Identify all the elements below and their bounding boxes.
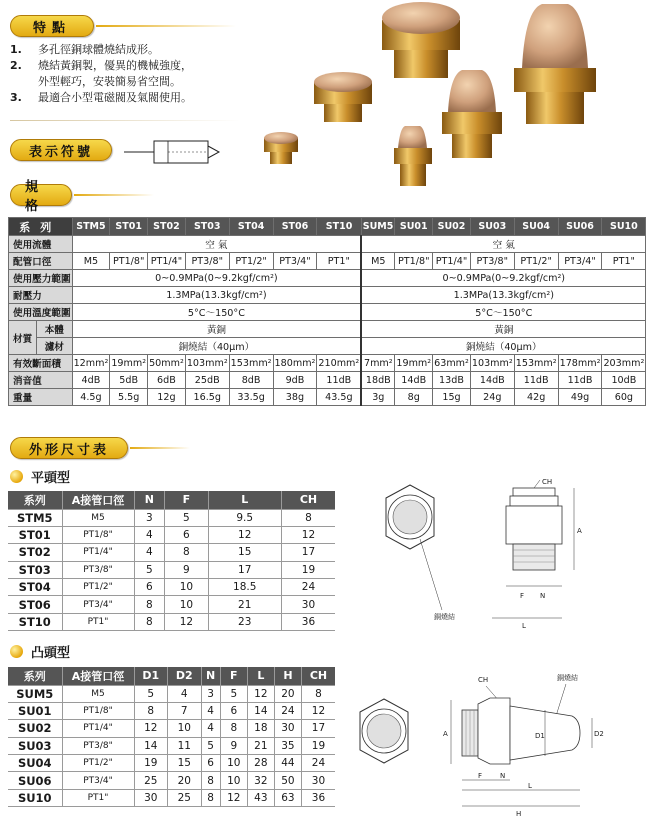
model-cell: SU02 xyxy=(8,720,62,737)
dim-cell: 12 xyxy=(134,720,168,737)
model-header: SU01 xyxy=(395,218,433,236)
cell-value: 1.3MPa(13.3kgf/cm²) xyxy=(72,287,361,304)
spec-row-fluid xyxy=(9,236,646,253)
row-sublabel: 本體 xyxy=(37,321,73,338)
col-header: D1 xyxy=(134,667,168,685)
model-cell: ST04 xyxy=(8,579,62,596)
feature-item xyxy=(10,90,192,106)
model-header: SU02 xyxy=(433,218,471,236)
dim-cell: 9 xyxy=(165,561,208,578)
port-cell: PT1/4" xyxy=(62,544,134,561)
cell-value: 0~0.9MPa(0~9.2kgf/cm²) xyxy=(361,270,646,287)
cell-value: PT1/8" xyxy=(395,253,433,270)
cell-value: 黃銅 xyxy=(361,321,646,338)
cell-value: 19mm² xyxy=(110,355,148,372)
model-cell: SU01 xyxy=(8,702,62,719)
dim-cell: 14 xyxy=(247,702,274,719)
model-header: ST04 xyxy=(229,218,273,236)
dim-cell: 12 xyxy=(208,526,281,543)
dim-cell: 44 xyxy=(274,755,301,772)
dims-title: 外形尺寸表 xyxy=(10,437,128,459)
dim-cell: 8 xyxy=(281,509,335,526)
spec-row-noise xyxy=(9,372,646,389)
cell-value: M5 xyxy=(72,253,110,270)
silencer-su-medium xyxy=(442,70,502,158)
convex-row xyxy=(8,772,335,789)
model-header: SU04 xyxy=(514,218,558,236)
n-label: N xyxy=(540,592,546,600)
dim-cell: 5 xyxy=(134,685,168,702)
row-label: 耐壓力 xyxy=(9,287,73,304)
model-cell: ST10 xyxy=(8,613,62,630)
silencer-symbol-icon xyxy=(124,137,224,167)
dim-cell: 8 xyxy=(201,772,220,789)
header-rule xyxy=(74,194,154,196)
flat-row xyxy=(8,544,335,561)
dim-cell: 43 xyxy=(247,789,274,806)
cell-value: 38g xyxy=(273,389,317,406)
cell-value: PT1" xyxy=(602,253,646,270)
dim-cell: 5 xyxy=(201,737,220,754)
cell-value: 3g xyxy=(361,389,395,406)
dim-cell: 24 xyxy=(274,702,301,719)
convex-row xyxy=(8,737,335,754)
cell-value: 6dB xyxy=(148,372,186,389)
cell-value: 5dB xyxy=(110,372,148,389)
model-cell: ST01 xyxy=(8,526,62,543)
dims-header xyxy=(10,436,190,460)
cell-value: 銅燒結（40μm） xyxy=(361,338,646,355)
dim-cell: 12 xyxy=(247,685,274,702)
spec-row-material-element xyxy=(9,338,646,355)
cell-value: 10dB xyxy=(602,372,646,389)
symbol-header xyxy=(10,138,112,162)
dim-cell: 4 xyxy=(201,720,220,737)
feature-text: 多孔徑銅球體燒結成形。 xyxy=(38,43,159,56)
a-label: A xyxy=(443,730,448,738)
row-label: 使用壓力範圍 xyxy=(9,270,73,287)
dim-cell: 17 xyxy=(208,561,281,578)
cell-value: 5.5g xyxy=(110,389,148,406)
cell-value: 8g xyxy=(395,389,433,406)
feature-list xyxy=(10,42,192,106)
dim-cell: 19 xyxy=(301,737,335,754)
a-label: A xyxy=(577,527,582,535)
model-cell: SUM5 xyxy=(8,685,62,702)
dim-cell: 8 xyxy=(301,685,335,702)
port-cell: PT1/8" xyxy=(62,702,134,719)
feature-text: 最適合小型電磁閥及氣閥使用。 xyxy=(38,91,192,104)
cell-value: 49g xyxy=(558,389,602,406)
col-header: A接管口徑 xyxy=(62,491,134,509)
dim-cell: 4 xyxy=(168,685,202,702)
row-label: 材質 xyxy=(9,321,37,355)
flat-type-table xyxy=(8,491,335,631)
cell-value: 1.3MPa(13.3kgf/cm²) xyxy=(361,287,646,304)
cell-value: PT3/4" xyxy=(273,253,317,270)
dim-cell: 24 xyxy=(301,755,335,772)
cell-value: 33.5g xyxy=(229,389,273,406)
cell-value: PT3/8" xyxy=(470,253,514,270)
cell-value: 19mm² xyxy=(395,355,433,372)
flat-row xyxy=(8,596,335,613)
port-cell: M5 xyxy=(62,509,134,526)
cell-value: 42g xyxy=(514,389,558,406)
cell-value: 16.5g xyxy=(185,389,229,406)
model-cell: ST06 xyxy=(8,596,62,613)
symbol-title: 表示符號 xyxy=(10,139,112,161)
dim-cell: 3 xyxy=(201,685,220,702)
model-cell: SU10 xyxy=(8,789,62,806)
dim-cell: 32 xyxy=(247,772,274,789)
cell-value: 63mm² xyxy=(433,355,471,372)
n-label: N xyxy=(500,772,506,780)
header-rule xyxy=(96,25,236,27)
feature-text: 燒結黃銅製，優異的機械強度， xyxy=(38,59,192,72)
cell-value: 153mm² xyxy=(229,355,273,372)
port-cell: PT1" xyxy=(62,789,134,806)
model-header: ST03 xyxy=(185,218,229,236)
cell-value: 5°C～150°C xyxy=(361,304,646,321)
dim-cell: 21 xyxy=(247,737,274,754)
feature-number: 3. xyxy=(10,91,22,104)
dim-cell: 8 xyxy=(134,596,165,613)
cell-value: 11dB xyxy=(558,372,602,389)
col-header: L xyxy=(247,667,274,685)
cell-value: 178mm² xyxy=(558,355,602,372)
dim-cell: 6 xyxy=(201,755,220,772)
dim-cell: 30 xyxy=(301,772,335,789)
dim-cell: 20 xyxy=(274,685,301,702)
convex-row xyxy=(8,755,335,772)
cell-value: PT1" xyxy=(317,253,361,270)
convex-row xyxy=(8,685,335,702)
f-label: F xyxy=(520,592,525,600)
model-header: ST02 xyxy=(148,218,186,236)
cell-value: 空 氣 xyxy=(361,236,646,253)
dim-cell: 6 xyxy=(165,526,208,543)
port-cell: PT1" xyxy=(62,613,134,630)
dim-cell: 4 xyxy=(201,702,220,719)
model-header: ST06 xyxy=(273,218,317,236)
port-cell: PT1/2" xyxy=(62,755,134,772)
row-label: 重量 xyxy=(9,389,73,406)
cell-value: 12g xyxy=(148,389,186,406)
dim-cell: 50 xyxy=(274,772,301,789)
cell-value: M5 xyxy=(361,253,395,270)
cell-value: 15g xyxy=(433,389,471,406)
dim-cell: 25 xyxy=(168,789,202,806)
dim-cell: 19 xyxy=(134,755,168,772)
flat-row xyxy=(8,526,335,543)
dim-cell: 8 xyxy=(134,613,165,630)
row-label: 配管口徑 xyxy=(9,253,73,270)
col-header: CH xyxy=(301,667,335,685)
dim-cell: 15 xyxy=(208,544,281,561)
dim-cell: 18 xyxy=(247,720,274,737)
port-cell: PT1/4" xyxy=(62,720,134,737)
dim-cell: 5 xyxy=(134,561,165,578)
series-header: 系列 xyxy=(9,218,73,236)
flat-type-drawing xyxy=(350,478,612,630)
dim-cell: 11 xyxy=(168,737,202,754)
flat-row xyxy=(8,579,335,596)
cell-value: 4dB xyxy=(72,372,110,389)
dim-cell: 12 xyxy=(165,613,208,630)
cell-value: PT1/2" xyxy=(229,253,273,270)
model-cell: ST02 xyxy=(8,544,62,561)
spec-table xyxy=(8,217,646,406)
model-cell: ST03 xyxy=(8,561,62,578)
h-label: H xyxy=(516,810,522,818)
cell-value: 9dB xyxy=(273,372,317,389)
model-header: STM5 xyxy=(72,218,110,236)
dim-cell: 17 xyxy=(281,544,335,561)
silencer-su-large xyxy=(514,4,596,124)
bullet-icon xyxy=(10,470,23,483)
feature-item xyxy=(10,74,192,90)
model-header: ST01 xyxy=(110,218,148,236)
dim-cell: 28 xyxy=(247,755,274,772)
convex-type-heading xyxy=(10,642,70,661)
convex-row xyxy=(8,720,335,737)
ch-label: CH xyxy=(478,676,489,684)
cell-value: 0~0.9MPa(0~9.2kgf/cm²) xyxy=(72,270,361,287)
cell-value: 8dB xyxy=(229,372,273,389)
spec-row-pressure-range xyxy=(9,270,646,287)
dim-cell: 30 xyxy=(281,596,335,613)
convex-row xyxy=(8,702,335,719)
dim-cell: 10 xyxy=(220,755,247,772)
cell-value: PT1/2" xyxy=(514,253,558,270)
cell-value: 203mm² xyxy=(602,355,646,372)
convex-header-row xyxy=(8,667,335,685)
spec-header xyxy=(10,180,154,214)
feature-item xyxy=(10,58,192,74)
cell-value: 25dB xyxy=(185,372,229,389)
dim-cell: 6 xyxy=(220,702,247,719)
model-cell: SU06 xyxy=(8,772,62,789)
silencer-st-small xyxy=(264,132,298,164)
dim-cell: 10 xyxy=(165,596,208,613)
dim-cell: 36 xyxy=(281,613,335,630)
dim-cell: 9 xyxy=(220,737,247,754)
cell-value: 43.5g xyxy=(317,389,361,406)
dim-cell: 36 xyxy=(301,789,335,806)
flat-header-row xyxy=(8,491,335,509)
feature-text: 外型輕巧，安裝簡易省空間。 xyxy=(38,75,181,88)
cell-value: 103mm² xyxy=(470,355,514,372)
dim-cell: 8 xyxy=(134,702,168,719)
spec-header-row xyxy=(9,218,646,236)
cell-value: 11dB xyxy=(514,372,558,389)
cell-value: 24g xyxy=(470,389,514,406)
row-label: 有效斷面積 xyxy=(9,355,73,372)
cell-value: 黃銅 xyxy=(72,321,361,338)
cell-value: PT1/8" xyxy=(110,253,148,270)
cell-value: 4.5g xyxy=(72,389,110,406)
cell-value: 5°C～150°C xyxy=(72,304,361,321)
row-sublabel: 濾材 xyxy=(37,338,73,355)
dim-cell: 17 xyxy=(301,720,335,737)
dim-cell: 8 xyxy=(201,789,220,806)
port-cell: PT1/8" xyxy=(62,526,134,543)
dim-cell: 6 xyxy=(134,579,165,596)
dim-cell: 25 xyxy=(134,772,168,789)
cell-value: 14dB xyxy=(470,372,514,389)
port-cell: PT3/4" xyxy=(62,772,134,789)
model-cell: SU03 xyxy=(8,737,62,754)
cell-value: 7mm² xyxy=(361,355,395,372)
port-cell: PT3/4" xyxy=(62,596,134,613)
spec-row-temperature xyxy=(9,304,646,321)
cell-value: 13dB xyxy=(433,372,471,389)
col-header: D2 xyxy=(168,667,202,685)
dim-cell: 19 xyxy=(281,561,335,578)
dim-cell: 30 xyxy=(134,789,168,806)
model-header: SU06 xyxy=(558,218,602,236)
dim-cell: 10 xyxy=(220,772,247,789)
spec-row-area xyxy=(9,355,646,372)
dim-cell: 9.5 xyxy=(208,509,281,526)
cell-value: 103mm² xyxy=(185,355,229,372)
dim-cell: 7 xyxy=(168,702,202,719)
dim-cell: 18.5 xyxy=(208,579,281,596)
cell-value: 14dB xyxy=(395,372,433,389)
dim-cell: 3 xyxy=(134,509,165,526)
dim-cell: 20 xyxy=(168,772,202,789)
spec-title: 規格 xyxy=(10,184,72,206)
cell-value: 12mm² xyxy=(72,355,110,372)
features-header xyxy=(10,14,236,38)
spec-row-port xyxy=(9,253,646,270)
ch-label: CH xyxy=(542,478,553,486)
port-cell: M5 xyxy=(62,685,134,702)
dim-cell: 21 xyxy=(208,596,281,613)
convex-type-title: 凸頭型 xyxy=(31,646,71,661)
dim-cell: 12 xyxy=(301,702,335,719)
l-label: L xyxy=(522,622,526,630)
flat-type-title: 平頭型 xyxy=(31,471,71,486)
convex-type-drawing xyxy=(350,668,612,818)
col-header: N xyxy=(134,491,165,509)
row-label: 使用流體 xyxy=(9,236,73,253)
dim-cell: 10 xyxy=(165,579,208,596)
col-header: 系列 xyxy=(8,667,62,685)
dim-cell: 5 xyxy=(220,685,247,702)
col-header: H xyxy=(274,667,301,685)
model-header: SU10 xyxy=(602,218,646,236)
model-header: SUM5 xyxy=(361,218,395,236)
cell-value: 18dB xyxy=(361,372,395,389)
col-header: CH xyxy=(281,491,335,509)
element-label: 銅燒結 xyxy=(557,674,578,682)
cell-value: PT3/4" xyxy=(558,253,602,270)
dim-cell: 12 xyxy=(220,789,247,806)
port-cell: PT1/2" xyxy=(62,579,134,596)
dim-cell: 12 xyxy=(281,526,335,543)
d1-label: D1 xyxy=(535,732,545,740)
cell-value: 153mm² xyxy=(514,355,558,372)
dim-cell: 35 xyxy=(274,737,301,754)
header-rule xyxy=(130,447,190,449)
features-divider xyxy=(10,120,240,121)
col-header: A接管口徑 xyxy=(62,667,134,685)
convex-row xyxy=(8,789,335,806)
col-header: N xyxy=(201,667,220,685)
cell-value: 180mm² xyxy=(273,355,317,372)
dim-cell: 5 xyxy=(165,509,208,526)
dim-cell: 14 xyxy=(134,737,168,754)
convex-type-table xyxy=(8,667,335,807)
flat-type-heading xyxy=(10,467,70,486)
cell-value: 11dB xyxy=(317,372,361,389)
dim-cell: 23 xyxy=(208,613,281,630)
col-header: 系列 xyxy=(8,491,62,509)
cell-value: PT1/4" xyxy=(148,253,186,270)
dim-cell: 15 xyxy=(168,755,202,772)
col-header: F xyxy=(220,667,247,685)
flat-row xyxy=(8,509,335,526)
dim-cell: 8 xyxy=(165,544,208,561)
model-cell: SU04 xyxy=(8,755,62,772)
cell-value: 空 氣 xyxy=(72,236,361,253)
flat-row xyxy=(8,613,335,630)
dim-cell: 63 xyxy=(274,789,301,806)
feature-number: 1. xyxy=(10,43,22,56)
l-label: L xyxy=(528,782,532,790)
feature-number: 2. xyxy=(10,59,22,72)
cell-value: 50mm² xyxy=(148,355,186,372)
dim-cell: 10 xyxy=(168,720,202,737)
product-photo xyxy=(250,0,620,200)
flat-row xyxy=(8,561,335,578)
f-label: F xyxy=(478,772,483,780)
model-header: ST10 xyxy=(317,218,361,236)
row-label: 消音值 xyxy=(9,372,73,389)
d2-label: D2 xyxy=(594,730,604,738)
element-label: 銅燒結 xyxy=(434,613,455,621)
silencer-st-large xyxy=(382,2,460,78)
spec-row-proof-pressure xyxy=(9,287,646,304)
bullet-icon xyxy=(10,645,23,658)
features-title: 特點 xyxy=(10,15,94,37)
cell-value: 60g xyxy=(602,389,646,406)
cell-value: 210mm² xyxy=(317,355,361,372)
dim-cell: 4 xyxy=(134,526,165,543)
model-cell: STM5 xyxy=(8,509,62,526)
spec-row-material-body xyxy=(9,321,646,338)
dim-cell: 24 xyxy=(281,579,335,596)
feature-item xyxy=(10,42,192,58)
silencer-st-medium xyxy=(314,72,372,122)
port-cell: PT3/8" xyxy=(62,737,134,754)
spec-row-weight xyxy=(9,389,646,406)
col-header: L xyxy=(208,491,281,509)
cell-value: 銅燒結（40μm） xyxy=(72,338,361,355)
cell-value: PT3/8" xyxy=(185,253,229,270)
dim-cell: 4 xyxy=(134,544,165,561)
col-header: F xyxy=(165,491,208,509)
cell-value: PT1/4" xyxy=(433,253,471,270)
dim-cell: 8 xyxy=(220,720,247,737)
model-header: SU03 xyxy=(470,218,514,236)
dim-cell: 30 xyxy=(274,720,301,737)
silencer-su-small xyxy=(394,126,432,186)
row-label: 使用溫度範圍 xyxy=(9,304,73,321)
port-cell: PT3/8" xyxy=(62,561,134,578)
